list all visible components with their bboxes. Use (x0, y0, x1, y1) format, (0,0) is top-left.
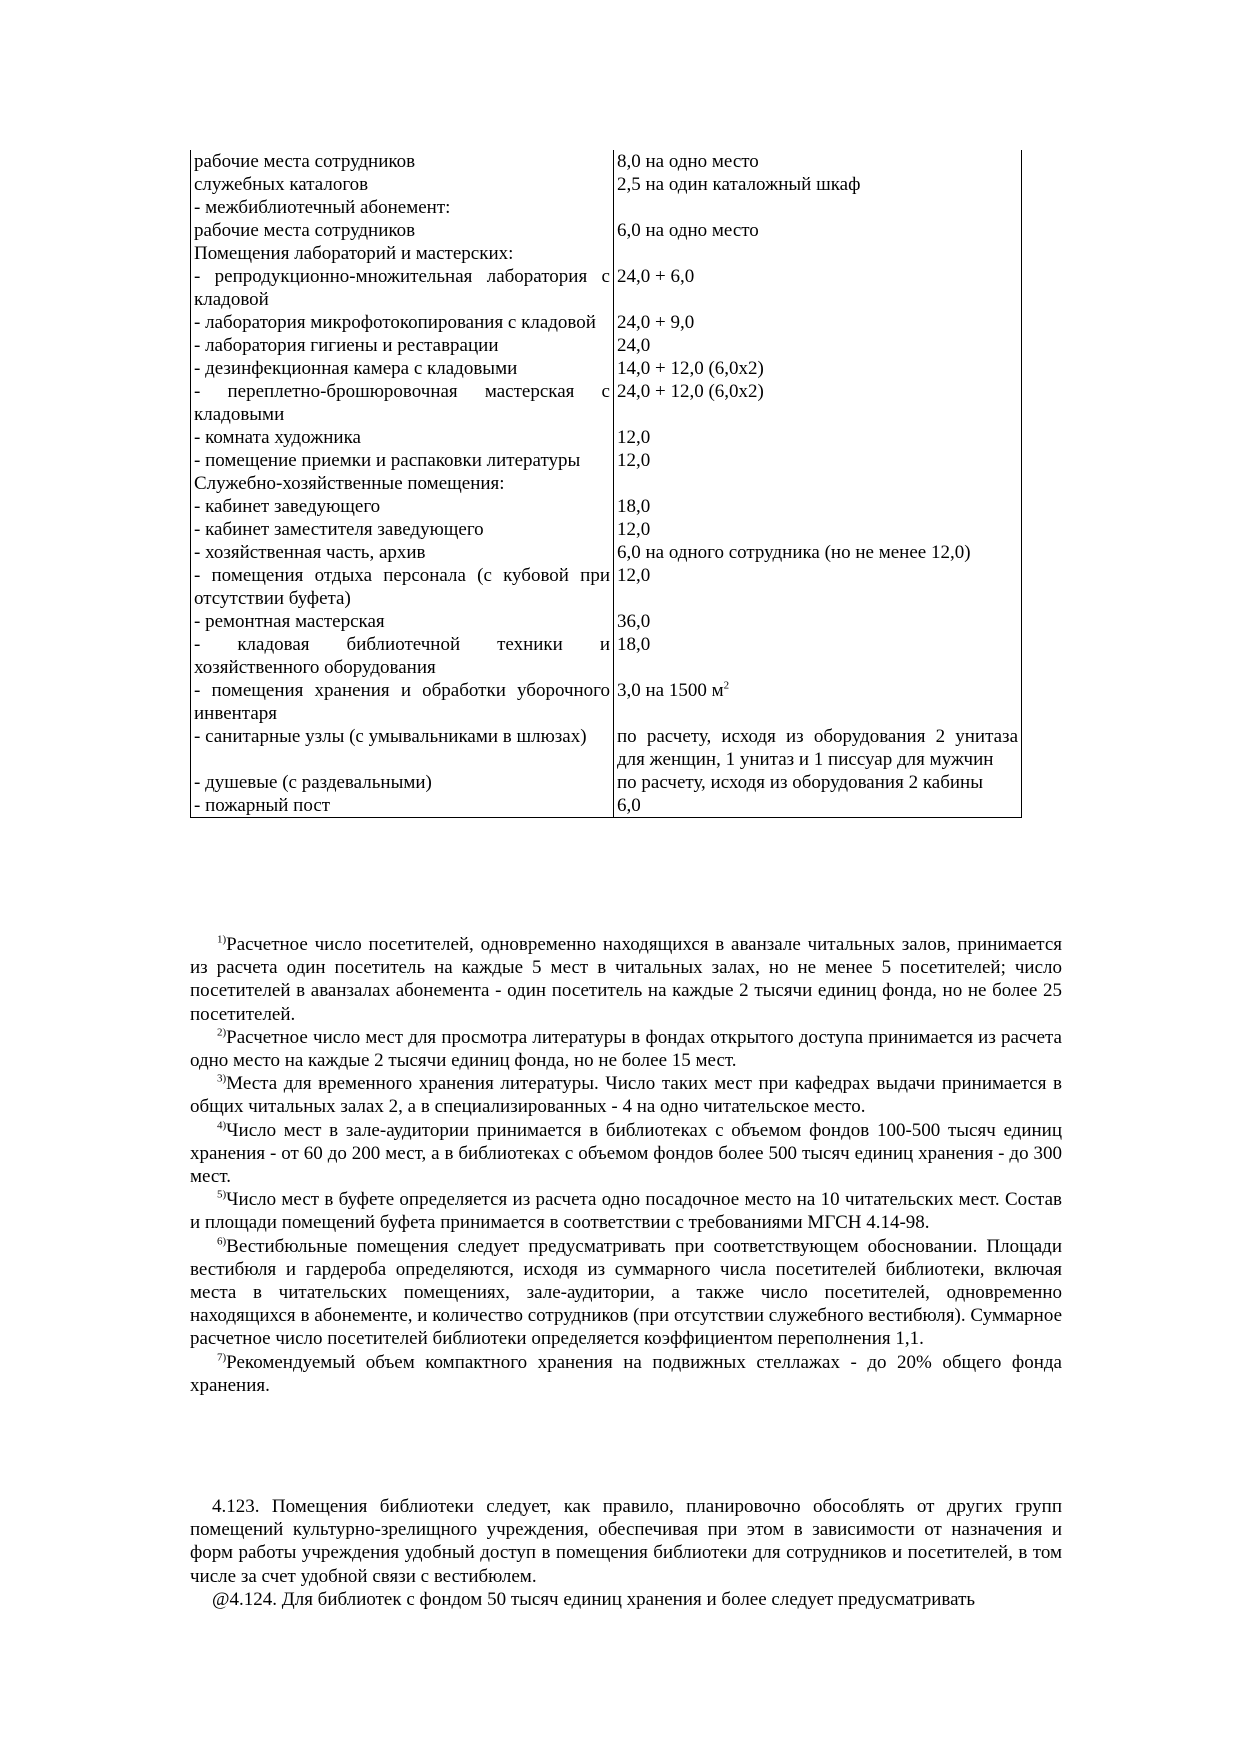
room-name-cell: - пожарный пост (191, 794, 614, 818)
table-body (191, 150, 1022, 818)
footnote-mark: 5) (217, 1188, 227, 1201)
area-value-cell (614, 357, 1022, 380)
area-value-text: по расчету, исходя из оборудования 2 унитаза для женщин, 1 унитаз и 1 писсуар для мужчин (617, 726, 1018, 770)
footnote (190, 1188, 1062, 1234)
area-value-cell (614, 771, 1022, 794)
room-name-cell: - лаборатория гигиены и реставрации (191, 334, 614, 357)
footnote (190, 1026, 1062, 1072)
area-value-text: 6,0 на одно место (617, 220, 759, 241)
area-value-text: 3,0 на 1500 м (617, 680, 724, 701)
area-value-text: 14,0 + 12,0 (6,0x2) (617, 358, 764, 379)
area-value-cell (614, 311, 1022, 334)
area-value-cell (614, 472, 1022, 495)
area-value-cell (614, 150, 1022, 173)
area-value-cell (614, 610, 1022, 633)
area-value-text: 8,0 на одно место (617, 151, 759, 172)
footnote (190, 1119, 1062, 1189)
room-name-cell: - помещения отдыха персонала (с кубовой при отсутствии буфета) (191, 564, 614, 610)
clause-paragraph: @4.124. Для библиотек с фондом 50 тысяч единиц хранения и более следует предусматривать (212, 1588, 976, 1610)
room-name-cell: - лаборатория микрофотокопирования с кладовой (191, 311, 614, 334)
footnote-text: Места для временного хранения литературы. Число таких мест при кафедрах выдачи принимается в общих читальных залах 2, а в специализированных - 4 на одно читательское место. (190, 1073, 1062, 1118)
table-row (191, 265, 1022, 311)
area-value-text: 12,0 (617, 427, 651, 448)
footnote (190, 1351, 1062, 1397)
table-row (191, 196, 1022, 219)
table-row (191, 679, 1022, 725)
room-name-cell: служебных каталогов (191, 173, 614, 196)
footnote-mark: 1) (217, 933, 227, 946)
table-row (191, 725, 1022, 771)
area-value-text: 2,5 на один каталожный шкаф (617, 174, 861, 195)
area-norms-table (190, 150, 1022, 818)
area-value-text: 18,0 (617, 634, 651, 655)
area-value-cell (614, 265, 1022, 311)
room-name-cell: Помещения лабораторий и мастерских: (191, 242, 614, 265)
area-value-text: 6,0 (617, 795, 641, 816)
room-name-cell: - ремонтная мастерская (191, 610, 614, 633)
superscript: 2 (723, 679, 730, 692)
area-value-cell (614, 242, 1022, 265)
clauses (190, 1495, 1062, 1611)
room-name-cell: - хозяйственная часть, архив (191, 541, 614, 564)
room-name-cell: - репродукционно-множительная лаборатория с кладовой (191, 265, 614, 311)
room-name-cell: - кабинет заместителя заведующего (191, 518, 614, 541)
table-row (191, 334, 1022, 357)
room-name-cell: - переплетно-брошюровочная мастерская с кладовыми (191, 380, 614, 426)
room-name-cell: - помещение приемки и распаковки литературы (191, 449, 614, 472)
table-row (191, 380, 1022, 426)
table-row (191, 357, 1022, 380)
room-name-cell: - кабинет заведующего (191, 495, 614, 518)
clause-paragraph: 4.123. Помещения библиотеки следует, как правило, планировочно обособлять от других групп помещений культурно-зрелищного учреждения, обеспечивая при этом в зависимости от назначения и форм работы учреждения удобный доступ в помещения библиотеки для сотрудников и посетителей, в том числе за счет удобной связи с вестибюлем. (190, 1496, 1062, 1587)
room-name-cell: - дезинфекционная камера с кладовыми (191, 357, 614, 380)
table-row (191, 771, 1022, 794)
footnote-mark: 3) (217, 1072, 227, 1085)
footnote-text: Рекомендуемый объем компактного хранения на подвижных стеллажах - до 20% общего фонда хранения. (190, 1351, 1062, 1396)
table-row (191, 472, 1022, 495)
footnote-mark: 7) (217, 1351, 227, 1364)
footnote (190, 933, 1062, 1026)
table-row (191, 426, 1022, 449)
area-value-cell (614, 334, 1022, 357)
table-row (191, 633, 1022, 679)
footnote (190, 1072, 1062, 1118)
area-value-cell (614, 449, 1022, 472)
area-value-text: 24,0 + 9,0 (617, 312, 695, 333)
area-value-cell (614, 794, 1022, 818)
footnote-text: Число мест в зале-аудитории принимается в библиотеках с объемом фондов 100-500 тысяч единиц хранения - от 60 до 200 мест, а в библиотеках с объемом фондов более 500 тысяч единиц хранения - до 300 мест. (190, 1119, 1062, 1188)
room-name-cell: - кладовая библиотечной техники и хозяйственного оборудования (191, 633, 614, 679)
footnote-mark: 6) (217, 1235, 227, 1248)
area-value-text: 24,0 + 12,0 (6,0x2) (617, 381, 764, 402)
area-value-text: 6,0 на одного сотрудника (но не менее 12,0) (617, 542, 971, 563)
room-name-cell: рабочие места сотрудников (191, 150, 614, 173)
room-name-cell: - помещения хранения и обработки уборочного инвентаря (191, 679, 614, 725)
room-name-cell: Служебно-хозяйственные помещения: (191, 472, 614, 495)
area-value-cell (614, 725, 1022, 771)
table-row (191, 242, 1022, 265)
area-value-cell (614, 426, 1022, 449)
room-name-cell: - санитарные узлы (с умывальниками в шлюзах) (191, 725, 614, 771)
area-value-text: 24,0 + 6,0 (617, 266, 695, 287)
area-value-text: 24,0 (617, 335, 651, 356)
table-row (191, 495, 1022, 518)
table-row (191, 541, 1022, 564)
area-value-cell (614, 219, 1022, 242)
area-value-cell (614, 173, 1022, 196)
table-row (191, 564, 1022, 610)
table-row (191, 449, 1022, 472)
room-name-cell: рабочие места сотрудников (191, 219, 614, 242)
footnote-text: Число мест в буфете определяется из расчета одно посадочное место на 10 читательских мест. Состав и площади помещений буфета принимается в соответствии с требованиями МГСН 4.14-98. (190, 1189, 1062, 1234)
table-row (191, 610, 1022, 633)
table-row (191, 794, 1022, 818)
footnote-text: Расчетное число мест для просмотра литературы в фондах открытого доступа принимается из расчета одно место на каждые 2 тысячи единиц фонда, но не более 15 мест. (190, 1026, 1062, 1072)
footnote (190, 1235, 1062, 1351)
footnote-text: Расчетное число посетителей, одновременно находящихся в аванзале читальных залов, принимается из расчета один посетитель на каждые 5 мест в читальных залах, но не менее 5 посетителей; число посетителей в аванзалах абонемента - один посетитель на каждые 2 тысячи единиц фонда, но не более 25 посетителей. (190, 934, 1062, 1025)
footnote-text: Вестибюльные помещения следует предусматривать при соответствующем обосновании. Площади вестибюля и гардероба определяются, исходя из суммарного числа посетителей библиотеки, включая места в читательских помещениях, зале-аудитории, а также число посетителей, одновременно находящихся в абонементе, и количество сотрудников (при отсутствии служебного вестибюля). Суммарное расчетное число посетителей библиотеки определяется коэффициентом переполнения 1,1. (190, 1235, 1062, 1350)
area-value-text: 36,0 (617, 611, 651, 632)
area-value-text: 12,0 (617, 519, 651, 540)
table-row (191, 311, 1022, 334)
area-value-text: по расчету, исходя из оборудования 2 кабины (617, 772, 983, 793)
area-value-cell (614, 564, 1022, 610)
area-value-cell (614, 633, 1022, 679)
room-name-cell: - душевые (с раздевальными) (191, 771, 614, 794)
area-value-cell (614, 495, 1022, 518)
footnote-mark: 2) (217, 1026, 227, 1039)
room-name-cell: - комната художника (191, 426, 614, 449)
footnote-mark: 4) (217, 1119, 227, 1132)
table-row (191, 150, 1022, 173)
area-value-text: 12,0 (617, 450, 651, 471)
table-row (191, 518, 1022, 541)
room-name-cell: - межбиблиотечный абонемент: (191, 196, 614, 219)
area-value-cell (614, 380, 1022, 426)
area-value-text: 12,0 (617, 565, 651, 586)
footnotes (190, 933, 1062, 1397)
table-row (191, 173, 1022, 196)
area-value-cell (614, 541, 1022, 564)
area-value-cell (614, 196, 1022, 219)
table-row (191, 219, 1022, 242)
area-value-cell (614, 518, 1022, 541)
area-value-text: 18,0 (617, 496, 651, 517)
area-value-cell (614, 679, 1022, 725)
